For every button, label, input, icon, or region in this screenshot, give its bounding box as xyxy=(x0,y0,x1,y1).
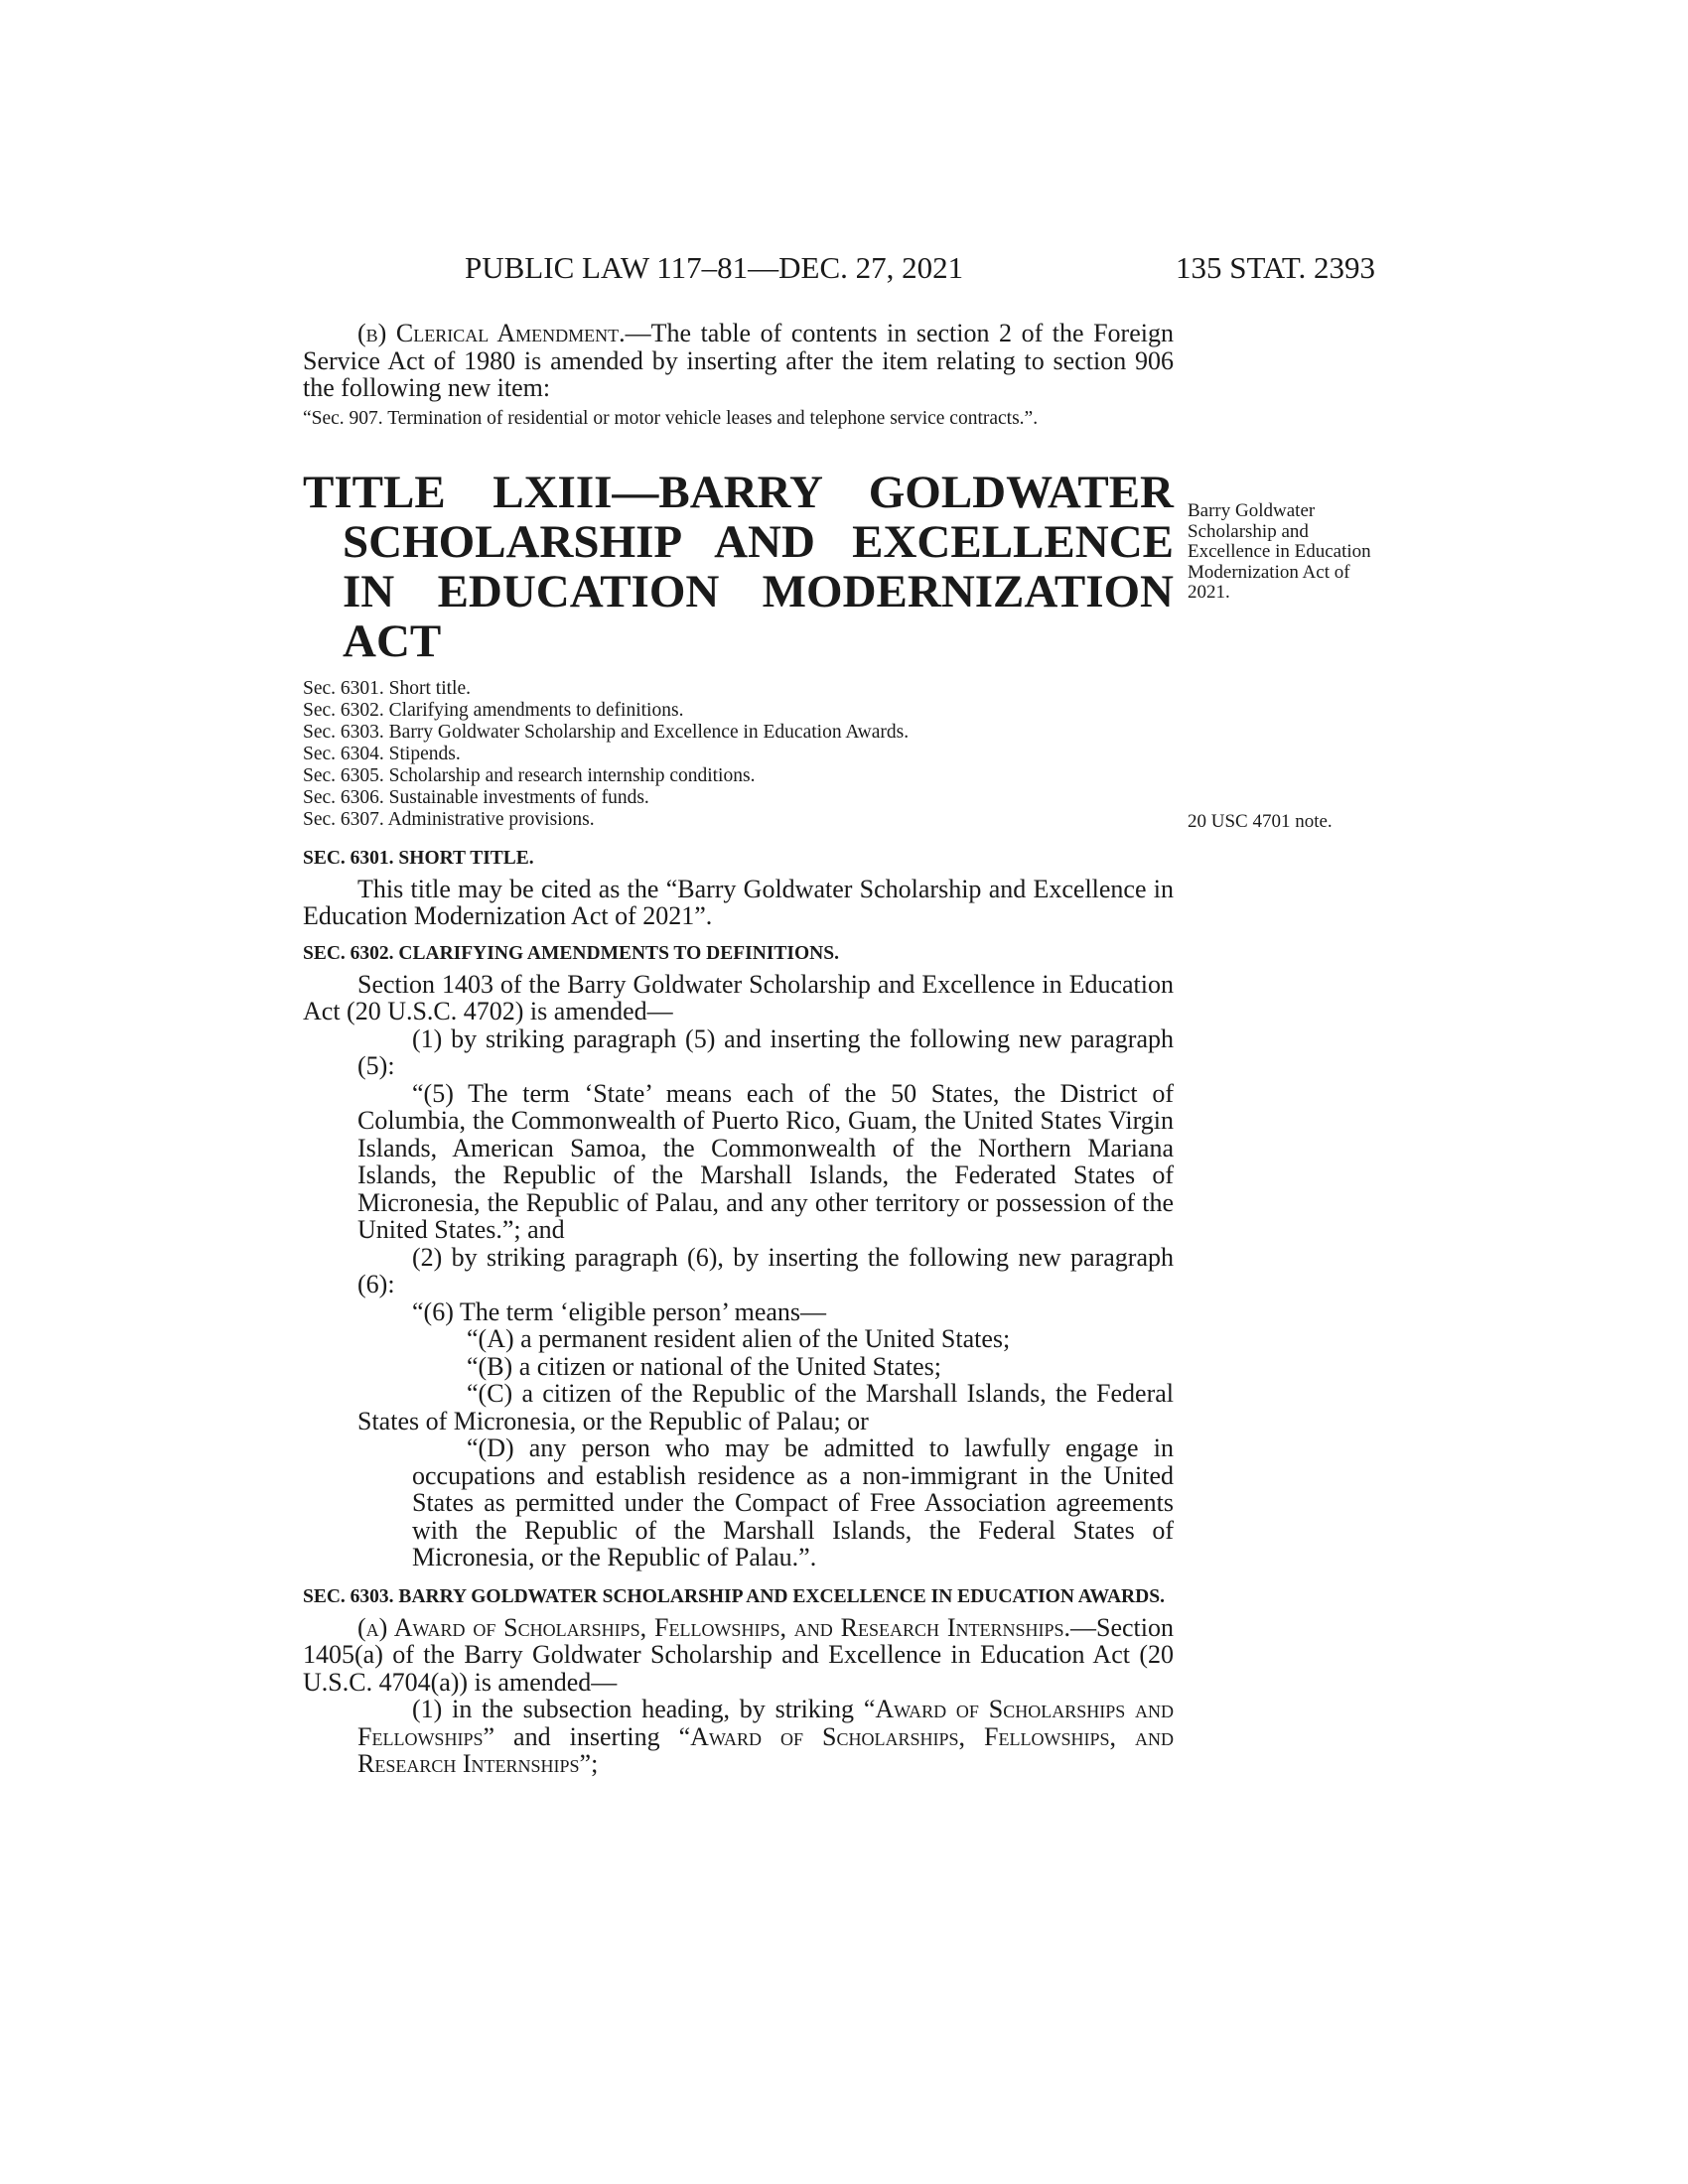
toc-item: Sec. 6302. Clarifying amendments to definitions. xyxy=(303,699,684,721)
title-heading: TITLE LXIII—BARRY GOLDWATER SCHOLARSHIP AND EXCELLENCE IN EDUCATION MODERNIZATION ACT xyxy=(303,466,1174,667)
sec-6301-heading: SEC. 6301. SHORT TITLE. xyxy=(303,847,534,869)
sec-6303-p1-old-heading: Award of Scholarships and Fellowships xyxy=(357,1695,1175,1751)
clerical-new-item: “Sec. 907. Termination of residential or motor vehicle leases and telephone service contracts.”. xyxy=(303,407,1039,429)
title-table-of-contents xyxy=(303,678,1174,831)
sec-6303-paragraph-1 xyxy=(303,1696,1174,1778)
law-citation: PUBLIC LAW 117–81—DEC. 27, 2021 xyxy=(465,250,964,285)
sec-6303-p1-mid: ” and inserting “ xyxy=(483,1721,691,1751)
margin-note-usc: 20 USC 4701 note. xyxy=(1188,811,1333,832)
document-body xyxy=(303,320,1174,1778)
toc-item: Sec. 6301. Short title. xyxy=(303,677,471,699)
sec-6302-paragraph-6-text: “(6) The term ‘eligible person’ means— xyxy=(412,1297,827,1326)
sec-6303-p1-lead: (1) in the subsection heading, by striking “ xyxy=(412,1695,876,1723)
sec-6303-subsection-a xyxy=(303,1614,1174,1697)
toc-item: Sec. 6303. Barry Goldwater Scholarship and Excellence in Education Awards. xyxy=(303,721,910,743)
sec-6302-intro: Section 1403 of the Barry Goldwater Scholarship and Excellence in Education Act (20 U.S.C. 4702) is amended— xyxy=(303,969,1174,1025)
sec-6302-clause-b: “(B) a citizen or national of the United States; xyxy=(467,1351,941,1381)
clerical-amendment-label: (b) Clerical Amendment. xyxy=(357,319,626,347)
sec-6303-subsection-a-text: —Section 1405(a) of the Barry Goldwater Scholarship and Excellence in Education Act (20 U.S.C. 4704(a)) is amended— xyxy=(303,1612,1174,1697)
sec-6303-heading: SEC. 6303. BARRY GOLDWATER SCHOLARSHIP AND EXCELLENCE IN EDUCATION AWARDS. xyxy=(303,1585,1165,1607)
sec-6302-clause-d: “(D) any person who may be admitted to lawfully engage in occupations and establish residence as a non-immigrant in the United States as permitted under the Compact of Free Association agreements with the Republic of the Marshall Islands, the Federal States of Micronesia, or the Republic of Palau.”. xyxy=(412,1433,1174,1571)
toc-item: Sec. 6305. Scholarship and research internship conditions. xyxy=(303,764,756,786)
sec-6302-clause-a: “(A) a permanent resident alien of the United States; xyxy=(467,1324,1011,1353)
sec-6301-text: This title may be cited as the “Barry Goldwater Scholarship and Excellence in Education Modernization Act of 2021”. xyxy=(303,874,1174,930)
clerical-amendment-text: —The table of contents in section 2 of the Foreign Service Act of 1980 is amended by inserting after the item relating to section 906 the following new item: xyxy=(303,319,1174,402)
clerical-amendment-paragraph xyxy=(303,320,1174,402)
sec-6303-p1-end: ”; xyxy=(579,1749,599,1778)
sec-6302-paragraph-5-text: “(5) The term ‘State’ means each of the 50 States, the District of Columbia, the Commonwealth of Puerto Rico, Guam, the United States Virgin Islands, American Samoa, the Commonwealth of the Northern Mariana Islands, the Republic of the Marshall Islands, the Federated States of Micronesia, the Republic of Palau, and any other territory or possession of the United States.”; and xyxy=(357,1078,1174,1244)
toc-item: Sec. 6304. Stipends. xyxy=(303,743,461,764)
sec-6302-paragraph-2: (2) by striking paragraph (6), by inserting the following new paragraph (6): xyxy=(357,1242,1174,1298)
sec-6302-paragraph-1: (1) by striking paragraph (5) and inserting the following new paragraph (5): xyxy=(357,1024,1174,1080)
sec-6302-heading: SEC. 6302. CLARIFYING AMENDMENTS TO DEFINITIONS. xyxy=(303,942,839,964)
sec-6303-p1-new-heading: Award of Scholarships, Fellowships, and Research Internships xyxy=(357,1721,1175,1778)
sec-6303-subsection-a-label: (a) Award of Scholarships, Fellowships, and Research Internships. xyxy=(357,1612,1070,1642)
stat-page-number: 135 STAT. 2393 xyxy=(1175,250,1375,285)
running-header xyxy=(298,250,1375,290)
toc-item: Sec. 6307. Administrative provisions. xyxy=(303,808,595,830)
toc-item: Sec. 6306. Sustainable investments of funds. xyxy=(303,786,649,808)
margin-note-title: Barry Goldwater Scholarship and Excellence in Education Modernization Act of 2021. xyxy=(1188,500,1371,603)
sec-6302-clause-c: “(C) a citizen of the Republic of the Marshall Islands, the Federal States of Micronesia, or the Republic of Palau; or xyxy=(357,1379,1174,1435)
